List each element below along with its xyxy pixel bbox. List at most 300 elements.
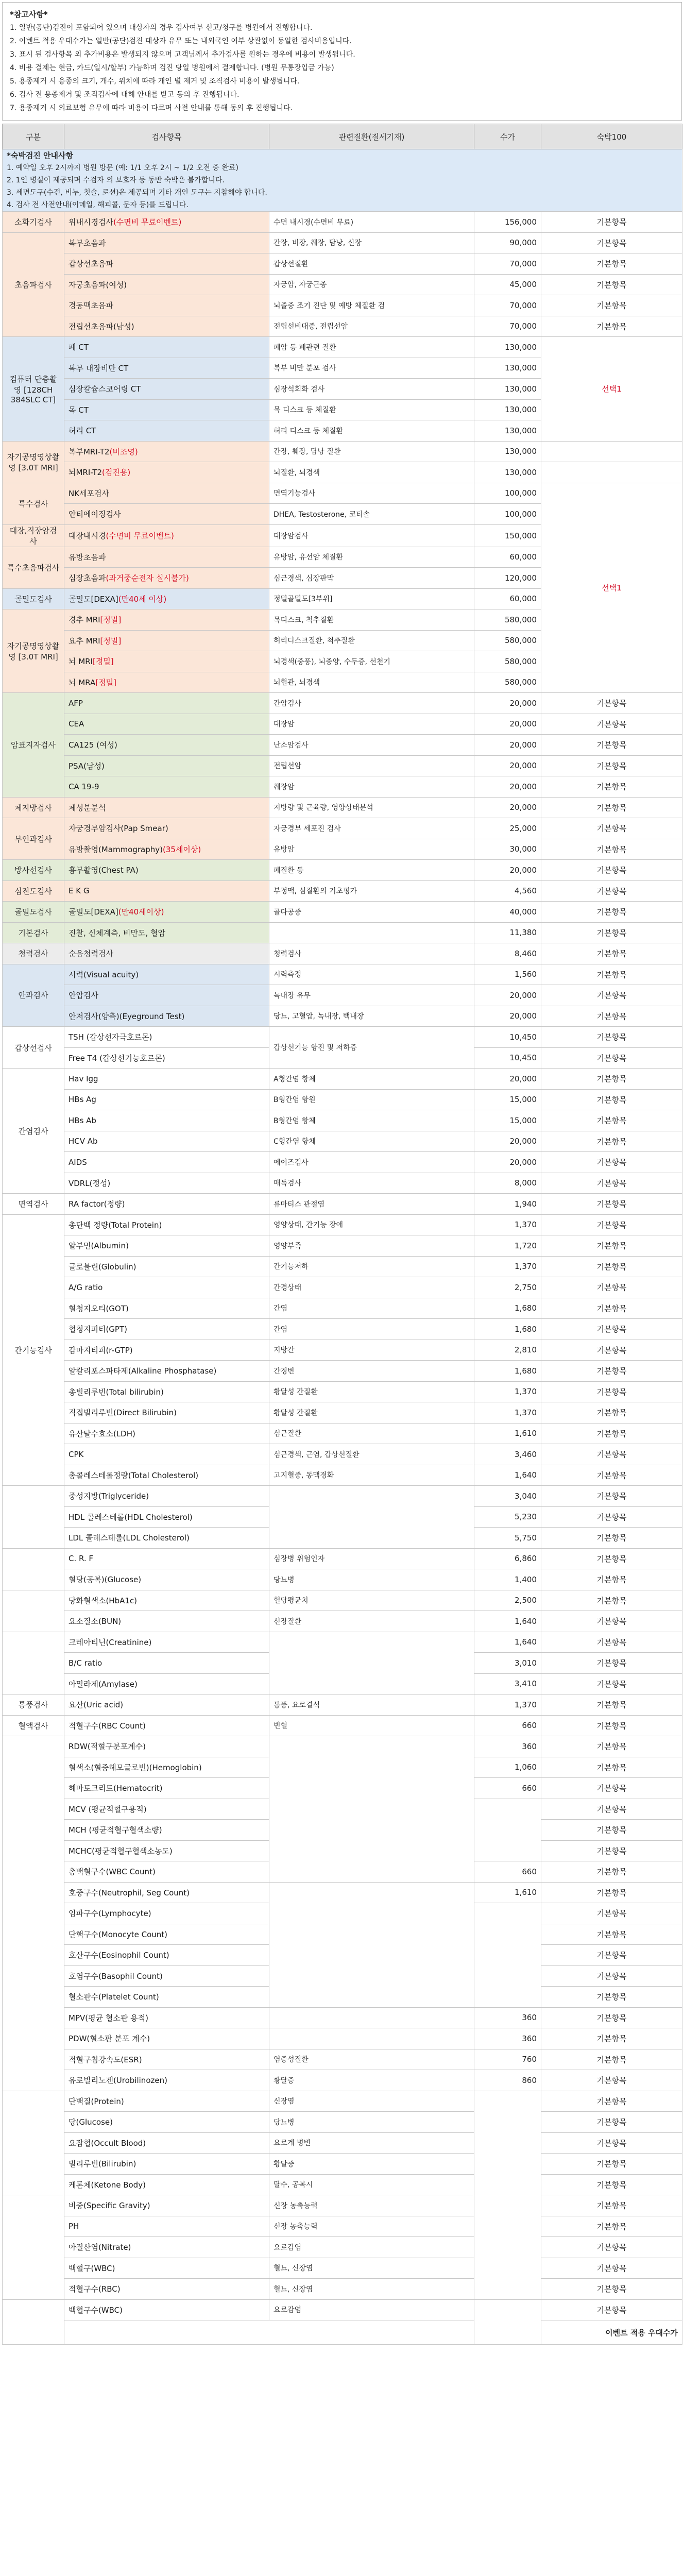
table-row bbox=[3, 1006, 682, 1027]
exam-name: 폐 CT bbox=[69, 343, 89, 352]
exam-name: 전립선초음파(남성) bbox=[69, 321, 134, 331]
exam-item-cell bbox=[64, 337, 269, 358]
exam-name: 심장초음파 bbox=[69, 573, 106, 583]
disease-cell: 간경변 bbox=[269, 1361, 474, 1382]
package-note-cell: 기본항목 bbox=[541, 943, 682, 964]
package-note-cell: 기본항목 bbox=[541, 818, 682, 839]
exam-name: 적혈구수(RBC) bbox=[69, 2284, 121, 2294]
package-note-cell: 기본항목 bbox=[541, 1402, 682, 1423]
disease-cell: 영양부족 bbox=[269, 1235, 474, 1257]
price-cell: 20,000 bbox=[474, 1006, 541, 1027]
exam-name: CEA bbox=[69, 719, 84, 729]
exam-item-cell bbox=[64, 1987, 269, 2008]
exam-qualifier: [정밀] bbox=[100, 615, 122, 625]
exam-name: 자궁경부암검사(Pap Smear) bbox=[69, 824, 168, 834]
package-note-cell: 기본항목 bbox=[541, 1047, 682, 1069]
exam-qualifier: (35세이상) bbox=[163, 844, 201, 854]
table-row bbox=[3, 1444, 682, 1465]
price-cell: 20,000 bbox=[474, 693, 541, 714]
price-cell: 1,370 bbox=[474, 1214, 541, 1235]
price-cell: 360 bbox=[474, 1736, 541, 1757]
package-note-cell: 기본항목 bbox=[541, 1694, 682, 1716]
exam-name: NK세포검사 bbox=[69, 488, 110, 498]
disease-cell: 뇌질환, 뇌경색 bbox=[269, 462, 474, 483]
disease-cell: 지방량 및 근육량, 영양상태분석 bbox=[269, 797, 474, 818]
price-cell: 1,560 bbox=[474, 964, 541, 985]
exam-name: 안저검사(양측)(Eyeground Test) bbox=[69, 1011, 185, 1021]
disease-cell: 뇌혈관, 뇌경색 bbox=[269, 672, 474, 693]
disease-cell: 갑상선질환 bbox=[269, 253, 474, 275]
table-row bbox=[3, 232, 682, 253]
price-cell: 360 bbox=[474, 2007, 541, 2028]
disease-cell: 신장 농축능력 bbox=[269, 2216, 474, 2237]
price-cell: 580,000 bbox=[474, 651, 541, 672]
exam-name: 위내시경검사 bbox=[69, 217, 113, 227]
disease-cell: 황달증 bbox=[269, 2154, 474, 2175]
package-note-cell: 기본항목 bbox=[541, 1340, 682, 1361]
exam-name: 시력(Visual acuity) bbox=[69, 970, 139, 979]
disease-cell: 심근질환 bbox=[269, 1423, 474, 1444]
exam-name: LDL 콜레스테롤(LDL Cholesterol) bbox=[69, 1533, 190, 1543]
disease-cell: 간경상태 bbox=[269, 1277, 474, 1298]
exam-item-cell bbox=[64, 274, 269, 295]
exam-name: PSA(남성) bbox=[69, 761, 105, 771]
exam-name: 체성분분석 bbox=[69, 803, 106, 812]
exam-name: 뇌MRI-T2 bbox=[69, 468, 102, 478]
category-cell: 청력검사 bbox=[3, 943, 64, 964]
exam-item-cell bbox=[64, 985, 269, 1006]
category-cell: 통풍검사 bbox=[3, 1694, 64, 1716]
notes-line: 6. 검사 전 용종제거 및 조직검사에 대해 안내를 받고 동의 후 진행됩니다. bbox=[10, 91, 240, 99]
exam-item-cell bbox=[64, 379, 269, 400]
table-row bbox=[3, 2154, 682, 2175]
exam-item-cell bbox=[64, 2299, 269, 2320]
price-cell: 20,000 bbox=[474, 797, 541, 818]
price-cell: 8,000 bbox=[474, 1173, 541, 1194]
exam-item-cell bbox=[64, 1423, 269, 1444]
package-note-cell: 기본항목 bbox=[541, 2174, 682, 2195]
package-note-cell bbox=[541, 462, 682, 483]
table-row bbox=[3, 2279, 682, 2300]
package-note-cell: 기본항목 bbox=[541, 1006, 682, 1027]
package-note-cell: 기본항목 bbox=[541, 1069, 682, 1090]
package-note-cell: 기본항목 bbox=[541, 1799, 682, 1820]
table-row bbox=[3, 1277, 682, 1298]
disease-cell: 심근경색, 심장판막 bbox=[269, 568, 474, 589]
category-cell bbox=[3, 1590, 64, 1632]
disease-cell: A형간염 항체 bbox=[269, 1069, 474, 1090]
exam-item-cell bbox=[64, 1110, 269, 1131]
disease-cell: 골다공증 bbox=[269, 902, 474, 923]
disease-cell: 목 디스크 등 체질환 bbox=[269, 399, 474, 420]
package-note-cell: 기본항목 bbox=[541, 1423, 682, 1444]
package-note-cell: 선택1 bbox=[541, 483, 682, 693]
package-note-cell bbox=[541, 441, 682, 462]
package-note-cell: 기본항목 bbox=[541, 1945, 682, 1966]
disease-cell: 에이즈검사 bbox=[269, 1152, 474, 1173]
exam-qualifier: [정밀] bbox=[100, 636, 122, 646]
package-note-cell: 기본항목 bbox=[541, 714, 682, 735]
exam-name: 적혈구침강속도(ESR) bbox=[69, 2055, 142, 2064]
disease-cell: 요로감염 bbox=[269, 2237, 474, 2258]
package-note-cell: 기본항목 bbox=[541, 1861, 682, 1883]
exam-name: 골밀도[DEXA] bbox=[69, 907, 118, 917]
exam-name: 총단백 정량(Total Protein) bbox=[69, 1220, 162, 1230]
disease-cell: 청력검사 bbox=[269, 943, 474, 964]
exam-name: 중성지방(Triglyceride) bbox=[69, 1492, 149, 1501]
notes-line: 5. 용종제거 시 용종의 크기, 개수, 위치에 따라 개인 별 제거 및 조직검사 비용이 발생됩니다. bbox=[10, 77, 300, 86]
exam-name: MCH (평균적혈구혈색소량) bbox=[69, 1825, 162, 1835]
price-cell: 1,400 bbox=[474, 1569, 541, 1590]
exam-item-cell bbox=[64, 1173, 269, 1194]
disease-cell: 췌장암 bbox=[269, 776, 474, 798]
table-row bbox=[3, 2112, 682, 2133]
disease-cell: 녹내장 유무 bbox=[269, 985, 474, 1006]
price-cell: 1,720 bbox=[474, 1235, 541, 1257]
exam-qualifier: (과거중순전자 실시불가) bbox=[106, 573, 189, 583]
table-row bbox=[3, 755, 682, 776]
table-row bbox=[3, 693, 682, 714]
exam-item-cell bbox=[64, 2154, 269, 2175]
table-row bbox=[3, 295, 682, 316]
package-note-cell: 기본항목 bbox=[541, 1381, 682, 1402]
exam-item-cell bbox=[64, 1882, 269, 1903]
exam-item-cell bbox=[64, 588, 269, 609]
exam-name: 총빌리루빈(Total bilirubin) bbox=[69, 1387, 164, 1397]
table-row bbox=[3, 2258, 682, 2279]
category-cell bbox=[3, 2091, 64, 2195]
category-cell: 안과검사 bbox=[3, 964, 64, 1027]
exam-item-cell bbox=[64, 1673, 269, 1694]
disease-cell: 갑상선기능 항진 및 저하증 bbox=[269, 1027, 474, 1069]
package-note-cell: 기본항목 bbox=[541, 1152, 682, 1173]
exam-name: 유산탈수효소(LDH) bbox=[69, 1429, 135, 1438]
disease-cell: 당뇨, 고혈압, 녹내장, 백내장 bbox=[269, 1006, 474, 1027]
total-label: 이벤트 적용 우대수가 bbox=[64, 2320, 682, 2345]
exam-name: 당화혈색소(HbA1c) bbox=[69, 1596, 138, 1605]
disease-cell: 심장석회화 검사 bbox=[269, 379, 474, 400]
package-note-cell: 기본항목 bbox=[541, 1924, 682, 1945]
table-row bbox=[3, 922, 682, 943]
package-note-cell: 기본항목 bbox=[541, 2132, 682, 2154]
price-cell: 30,000 bbox=[474, 839, 541, 860]
exam-item-cell bbox=[64, 755, 269, 776]
table-header-row bbox=[3, 124, 682, 149]
price-cell: 3,040 bbox=[474, 1486, 541, 1507]
lodging-info-line: 3. 세면도구(수건, 비누, 칫솔, 로션)은 제공되며 기타 개인 도구는 지참해야 합니다. bbox=[7, 189, 267, 197]
exam-name: 허리 CT bbox=[69, 426, 96, 436]
exam-item-cell bbox=[64, 1256, 269, 1277]
table-row bbox=[3, 2007, 682, 2028]
category-cell bbox=[3, 2195, 64, 2300]
package-note-cell: 기본항목 bbox=[541, 1653, 682, 1674]
exam-name: CPK bbox=[69, 1449, 84, 1459]
package-note-cell: 기본항목 bbox=[541, 2112, 682, 2133]
exam-item-cell bbox=[64, 2049, 269, 2070]
price-cell: 6,860 bbox=[474, 1548, 541, 1569]
package-note-cell: 기본항목 bbox=[541, 1214, 682, 1235]
exam-item-cell bbox=[64, 2174, 269, 2195]
exam-name: 혈청지오티(GOT) bbox=[69, 1303, 129, 1313]
exam-name: C. R. F bbox=[69, 1554, 94, 1564]
price-cell: 2,810 bbox=[474, 1340, 541, 1361]
table-row bbox=[3, 337, 682, 358]
table-row bbox=[3, 1569, 682, 1590]
exam-item-cell bbox=[64, 1319, 269, 1340]
package-note-cell: 기본항목 bbox=[541, 1903, 682, 1924]
lodging-info-line: 4. 검사 전 사전안내(이메일, 해피콜, 문자 등)를 드립니다. bbox=[7, 201, 189, 209]
disease-cell: 당뇨병 bbox=[269, 1569, 474, 1590]
price-cell: 15,000 bbox=[474, 1089, 541, 1110]
category-cell: 심전도검사 bbox=[3, 880, 64, 902]
exam-item-cell bbox=[64, 1736, 269, 1757]
category-cell: 혈액검사 bbox=[3, 1715, 64, 1736]
exam-item-cell bbox=[64, 253, 269, 275]
package-note-cell: 기본항목 bbox=[541, 693, 682, 714]
exam-item-cell bbox=[64, 504, 269, 525]
price-cell: 2,500 bbox=[474, 1590, 541, 1611]
exam-name: 호중구수(Neutrophil, Seg Count) bbox=[69, 1888, 190, 1897]
notes-title: *참고사항* bbox=[10, 10, 48, 19]
exam-item-cell bbox=[64, 1548, 269, 1569]
exam-item-cell bbox=[64, 943, 269, 964]
exam-name: 아질산염(Nitrate) bbox=[69, 2243, 131, 2252]
exam-item-cell bbox=[64, 1465, 269, 1486]
price-cell: 70,000 bbox=[474, 253, 541, 275]
exam-qualifier: [정밀] bbox=[93, 657, 114, 667]
price-cell: 660 bbox=[474, 1861, 541, 1883]
exam-name: 케톤체(Ketone Body) bbox=[69, 2180, 146, 2190]
price-cell: 20,000 bbox=[474, 985, 541, 1006]
table-row bbox=[3, 2174, 682, 2195]
disease-cell: 전립선비대증, 전립선암 bbox=[269, 316, 474, 337]
price-cell: 580,000 bbox=[474, 609, 541, 631]
exam-name: MCHC(평균적혈구혈색소농도) bbox=[69, 1846, 173, 1856]
table-row bbox=[3, 1298, 682, 1319]
table-row bbox=[3, 2049, 682, 2070]
notes-box bbox=[2, 2, 682, 121]
disease-cell: B형간염 항체 bbox=[269, 1110, 474, 1131]
exam-item-cell bbox=[64, 399, 269, 420]
exam-item-cell bbox=[64, 1506, 269, 1528]
disease-cell: 매독검사 bbox=[269, 1173, 474, 1194]
exam-name: 안압검사 bbox=[69, 991, 98, 1001]
exam-item-cell bbox=[64, 1486, 269, 1507]
exam-name: 빌리루빈(Bilirubin) bbox=[69, 2159, 136, 2169]
package-note-cell: 기본항목 bbox=[541, 902, 682, 923]
exam-item-cell bbox=[64, 609, 269, 631]
header-exam: 검사항목 bbox=[64, 124, 269, 149]
table-row bbox=[3, 860, 682, 881]
exam-item-cell bbox=[64, 1924, 269, 1945]
exam-name: 경동맥초음파 bbox=[69, 301, 113, 311]
exam-item-cell bbox=[64, 1381, 269, 1402]
disease-cell: 자궁암, 자궁근종 bbox=[269, 274, 474, 295]
exam-item-cell bbox=[64, 672, 269, 693]
exam-item-cell bbox=[64, 839, 269, 860]
exam-item-cell bbox=[64, 316, 269, 337]
exam-name: 유로빌리노겐(Urobilinozen) bbox=[69, 2076, 167, 2086]
category-cell: 특수검사 bbox=[3, 483, 64, 524]
table-row bbox=[3, 1194, 682, 1215]
disease-cell: 간기능저하 bbox=[269, 1256, 474, 1277]
exam-name: 알부민(Albumin) bbox=[69, 1241, 129, 1251]
disease-cell: 전립선암 bbox=[269, 755, 474, 776]
price-cell: 8,460 bbox=[474, 943, 541, 964]
exam-name: 단백질(Protein) bbox=[69, 2096, 124, 2106]
notes-line: 7. 용종제거 시 의료보험 유무에 따라 비용이 다르며 사전 안내를 통해 동의 후 진행됩니다. bbox=[10, 104, 293, 112]
price-cell: 100,000 bbox=[474, 483, 541, 504]
package-note-cell: 기본항목 bbox=[541, 2154, 682, 2175]
price-cell: 580,000 bbox=[474, 672, 541, 693]
exam-name: 호염구수(Basophil Count) bbox=[69, 1971, 163, 1981]
disease-cell: 고지혈증, 동맥경화 bbox=[269, 1465, 474, 1486]
exam-name: 요잠혈(Occult Blood) bbox=[69, 2138, 146, 2148]
price-cell bbox=[474, 1903, 541, 2008]
exam-qualifier: (수면비 무료이벤트) bbox=[106, 531, 174, 540]
table-row bbox=[3, 2299, 682, 2320]
disease-cell bbox=[269, 2007, 474, 2028]
price-cell bbox=[474, 2091, 541, 2299]
price-cell: 45,000 bbox=[474, 274, 541, 295]
package-note-cell: 기본항목 bbox=[541, 316, 682, 337]
exam-name: 순음청력검사 bbox=[69, 949, 113, 959]
disease-cell: 영양상태, 간기능 장애 bbox=[269, 1214, 474, 1235]
table-row bbox=[3, 1152, 682, 1173]
exam-item-cell bbox=[64, 1569, 269, 1590]
disease-cell: 당뇨병 bbox=[269, 2112, 474, 2133]
disease-cell: 난소암검사 bbox=[269, 735, 474, 756]
package-note-cell: 기본항목 bbox=[541, 1778, 682, 1799]
disease-cell: 폐질환 등 bbox=[269, 860, 474, 881]
disease-cell: 면역기능검사 bbox=[269, 483, 474, 504]
exam-name: MPV(평균 혈소판 용적) bbox=[69, 2013, 148, 2023]
table-row bbox=[3, 1027, 682, 1048]
price-cell: 20,000 bbox=[474, 1069, 541, 1090]
package-note-cell: 기본항목 bbox=[541, 776, 682, 798]
price-cell: 1,940 bbox=[474, 1194, 541, 1215]
exam-name: 진찰, 신체계측, 비만도, 혈압 bbox=[69, 928, 165, 938]
total-row bbox=[3, 2320, 682, 2345]
disease-cell: 황달증 bbox=[269, 2070, 474, 2091]
lodging-info-box bbox=[3, 149, 682, 212]
package-note-cell: 기본항목 bbox=[541, 1465, 682, 1486]
price-cell: 20,000 bbox=[474, 1152, 541, 1173]
package-note-cell: 기본항목 bbox=[541, 1486, 682, 1507]
exam-qualifier: [정밀] bbox=[95, 677, 116, 687]
exam-name: 골밀도[DEXA] bbox=[69, 594, 118, 604]
price-cell: 40,000 bbox=[474, 902, 541, 923]
table-row bbox=[3, 2216, 682, 2237]
price-cell: 20,000 bbox=[474, 714, 541, 735]
price-cell: 10,450 bbox=[474, 1047, 541, 1069]
disease-cell: 목디스크, 척추질환 bbox=[269, 609, 474, 631]
table-row bbox=[3, 1131, 682, 1152]
price-cell: 1,060 bbox=[474, 1757, 541, 1778]
exam-item-cell bbox=[64, 2279, 269, 2300]
price-cell: 1,680 bbox=[474, 1298, 541, 1319]
exam-name: 뇌 MRA bbox=[69, 677, 96, 687]
disease-cell: 신장염 bbox=[269, 2091, 474, 2112]
exam-item-cell bbox=[64, 1757, 269, 1778]
exam-item-cell bbox=[64, 212, 269, 233]
table-row bbox=[3, 818, 682, 839]
price-cell: 2,750 bbox=[474, 1277, 541, 1298]
exam-name: 백혈구(WBC) bbox=[69, 2263, 115, 2273]
exam-item-cell bbox=[64, 420, 269, 442]
exam-qualifier: (수면비 무료이벤트) bbox=[113, 217, 182, 227]
disease-cell: 수면 내시경(수면비 무료) bbox=[269, 212, 474, 233]
package-note-cell: 기본항목 bbox=[541, 2299, 682, 2320]
price-cell: 20,000 bbox=[474, 735, 541, 756]
category-cell: 기본검사 bbox=[3, 922, 64, 943]
exam-name: HCV Ab bbox=[69, 1137, 98, 1146]
exam-name: 총콜레스테롤정량(Total Cholesterol) bbox=[69, 1470, 199, 1480]
package-note-cell: 기본항목 bbox=[541, 1840, 682, 1861]
exam-name: RA factor(정량) bbox=[69, 1199, 125, 1209]
disease-cell bbox=[269, 922, 474, 943]
exam-name: 갑상선초음파 bbox=[69, 259, 113, 269]
exam-name: 경추 MRI bbox=[69, 615, 100, 625]
price-cell: 3,010 bbox=[474, 1653, 541, 1674]
table-row bbox=[3, 1361, 682, 1382]
table-row bbox=[3, 1694, 682, 1716]
package-note-cell: 기본항목 bbox=[541, 964, 682, 985]
exam-item-cell bbox=[64, 1340, 269, 1361]
exam-item-cell bbox=[64, 524, 269, 547]
table-row bbox=[3, 1319, 682, 1340]
disease-cell: 혈뇨, 신장염 bbox=[269, 2279, 474, 2300]
table-row bbox=[3, 2091, 682, 2112]
disease-cell: 혈당평균치 bbox=[269, 1590, 474, 1611]
disease-cell: 간염 bbox=[269, 1298, 474, 1319]
price-cell: 25,000 bbox=[474, 818, 541, 839]
category-cell: 자기공명영상촬영 [3.0T MRI] bbox=[3, 609, 64, 693]
exam-name: 혈소판수(Platelet Count) bbox=[69, 1992, 159, 2002]
exam-name: 헤마토크리트(Hematocrit) bbox=[69, 1784, 163, 1793]
price-cell: 1,610 bbox=[474, 1423, 541, 1444]
exam-name: 대장내시경 bbox=[69, 531, 106, 540]
price-cell bbox=[474, 1799, 541, 1861]
category-cell: 면역검사 bbox=[3, 1194, 64, 1215]
exam-name: A/G ratio bbox=[69, 1282, 103, 1292]
table-row bbox=[3, 1381, 682, 1402]
package-note-cell: 기본항목 bbox=[541, 253, 682, 275]
price-cell: 130,000 bbox=[474, 379, 541, 400]
disease-cell: 빈혈 bbox=[269, 1715, 474, 1736]
exam-name: HDL 콜레스테롤(HDL Cholesterol) bbox=[69, 1512, 193, 1522]
exam-name: 직접빌리루빈(Direct Bilirubin) bbox=[69, 1408, 177, 1418]
exam-name: 안티에이징검사 bbox=[69, 510, 121, 519]
disease-cell: 허리 디스크 등 체질환 bbox=[269, 420, 474, 442]
table-row bbox=[3, 1715, 682, 1736]
table-row bbox=[3, 1235, 682, 1257]
package-note-cell: 기본항목 bbox=[541, 1611, 682, 1632]
package-note-cell: 기본항목 bbox=[541, 2049, 682, 2070]
category-cell: 골밀도검사 bbox=[3, 902, 64, 923]
exam-item-cell bbox=[64, 1715, 269, 1736]
package-note-cell: 기본항목 bbox=[541, 212, 682, 233]
table-row bbox=[3, 2195, 682, 2216]
disease-cell: 대장암 bbox=[269, 714, 474, 735]
exam-name: 흉부촬영(Chest PA) bbox=[69, 866, 139, 875]
table-row bbox=[3, 483, 682, 504]
exam-item-cell bbox=[64, 1840, 269, 1861]
exam-item-cell bbox=[64, 860, 269, 881]
exam-name: 요산(Uric acid) bbox=[69, 1700, 124, 1710]
price-cell: 1,680 bbox=[474, 1361, 541, 1382]
category-cell: 골밀도검사 bbox=[3, 588, 64, 609]
